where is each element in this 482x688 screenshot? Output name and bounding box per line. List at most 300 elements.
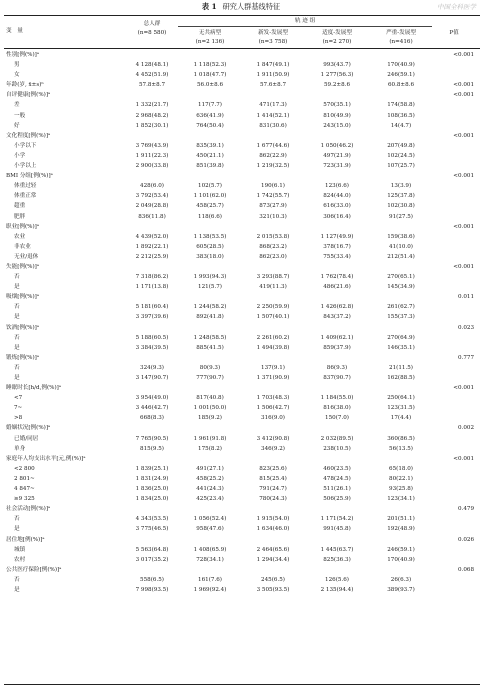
row-label: 2 801~	[14, 475, 35, 482]
cell-g3: 486(21.6)	[323, 284, 351, 291]
row-label: 饮酒[例(%)]ᵃ	[6, 324, 39, 331]
cell-total: 7 765(90.5)	[135, 435, 169, 442]
cell-g3: 123(6.6)	[325, 183, 349, 190]
cell-p-value: <0.001	[453, 455, 474, 462]
cell-g2: 1 507(40.1)	[256, 314, 290, 321]
row-label: 是	[14, 526, 20, 533]
table-row	[0, 353, 482, 363]
cell-g4: 60.8±8.6	[387, 82, 415, 89]
row-label: 体重正常	[14, 193, 37, 200]
row-label: 社会活动[例(%)]ᵃ	[6, 506, 51, 513]
header-g2-n: (n=3 758)	[258, 39, 288, 45]
cell-g1: 958(47.6)	[196, 526, 224, 533]
row-label: 文化程度[例(%)]ᵃ	[6, 132, 51, 139]
table-row	[0, 141, 482, 151]
row-label: 否	[14, 516, 20, 523]
cell-g4: 246(59.1)	[387, 546, 415, 553]
header-total: 总人群	[143, 21, 161, 27]
cell-g2: 321(10.3)	[259, 213, 287, 220]
table-row	[0, 111, 482, 121]
cell-g4: 21(11.5)	[389, 364, 413, 371]
cell-total: 836(11.8)	[138, 213, 166, 220]
table-row	[0, 70, 482, 80]
cell-g2: 1 911(50.9)	[256, 72, 290, 79]
table-row	[0, 383, 482, 393]
cell-g1: 1 018(47.7)	[193, 72, 227, 79]
cell-g1: 450(21.1)	[196, 152, 224, 159]
cell-total: 5 181(60.4)	[135, 304, 169, 311]
cell-g1: 458(25.7)	[196, 203, 224, 210]
cell-g2: 57.6±8.7	[259, 82, 287, 89]
cell-g4: 201(51.1)	[387, 516, 415, 523]
cell-g4: 107(25.7)	[387, 163, 415, 170]
cell-g3: 824(44.0)	[323, 193, 351, 200]
cell-g3: 1 277(56.3)	[320, 72, 354, 79]
cell-g1: 1 408(65.9)	[193, 546, 227, 553]
table-row	[0, 90, 482, 100]
cell-g3: 59.2±8.6	[323, 82, 351, 89]
cell-p-value: <0.001	[453, 173, 474, 180]
table-row	[0, 363, 482, 373]
cell-g1: 383(18.0)	[196, 253, 224, 260]
cell-g1: 1 118(52.3)	[193, 62, 227, 69]
row-label: >8	[14, 415, 23, 422]
cell-total: 428(6.0)	[140, 183, 164, 190]
table-row	[0, 80, 482, 90]
cell-g3: 1 426(62.8)	[320, 304, 354, 311]
header-g2: 新发-发展型	[258, 30, 288, 36]
cell-total: 57.8±8.7	[138, 82, 166, 89]
row-label: 7~	[14, 405, 23, 412]
cell-total: 4 452(51.9)	[135, 72, 169, 79]
cell-total: 1 834(25.0)	[135, 496, 169, 503]
cell-total: 1 892(22.1)	[135, 243, 169, 250]
cell-g1: 892(41.8)	[196, 314, 224, 321]
cell-g3: 150(7.0)	[325, 415, 349, 422]
cell-total: 1 831(24.9)	[135, 475, 169, 482]
cell-g1: 1 244(58.2)	[193, 304, 227, 311]
cell-g2: 3 293(88.7)	[256, 274, 290, 281]
table-title	[0, 2, 482, 12]
row-label: 性别[例(%)]ᵃ	[6, 52, 39, 58]
table-row	[0, 161, 482, 171]
cell-g4: 123(34.1)	[387, 496, 415, 503]
cell-p-value: 0.023	[457, 324, 474, 331]
table-row	[0, 252, 482, 262]
table-row	[0, 191, 482, 201]
row-label: 无业/退休	[14, 253, 39, 260]
cell-g3: 2 032(89.5)	[320, 435, 354, 442]
header-rule	[4, 48, 480, 49]
table-row	[0, 524, 482, 534]
table-row	[0, 434, 482, 444]
row-label: 城镇	[14, 546, 26, 553]
row-label: 超重	[14, 203, 26, 210]
cell-g3: 86(9.3)	[326, 364, 348, 371]
cell-g1: 851(39.8)	[196, 163, 224, 170]
table-row	[0, 545, 482, 555]
table-row	[0, 282, 482, 292]
journal-watermark: 中国全科医学	[437, 3, 476, 11]
table-row	[0, 535, 482, 545]
cell-p-value: <0.001	[453, 52, 474, 58]
cell-g2: 780(24.3)	[259, 496, 287, 503]
cell-total: 3 769(43.9)	[135, 142, 169, 149]
cell-g2: 316(9.0)	[261, 415, 285, 422]
cell-g2: 245(6.5)	[261, 576, 285, 583]
row-label: 家庭年人均支出水平[元,例(%)]ᵃ	[6, 455, 86, 462]
cell-g3: 497(21.9)	[323, 152, 351, 159]
table-row	[0, 201, 482, 211]
cell-g4: 65(18.0)	[389, 465, 413, 472]
table-row	[0, 50, 482, 60]
cell-total: 3 446(42.7)	[135, 405, 169, 412]
header-p-value: P值	[449, 30, 459, 36]
table-number: 表 1	[201, 2, 217, 11]
cell-g3: 1 409(62.1)	[320, 334, 354, 341]
cell-total: 3 384(39.5)	[135, 344, 169, 351]
cell-g2: 190(6.1)	[261, 183, 285, 190]
cell-g1: 491(27.1)	[196, 465, 224, 472]
row-label: 职业[例(%)]ᵃ	[6, 223, 39, 230]
cell-g3: 1 127(49.9)	[320, 233, 354, 240]
cell-g2: 1 703(48.3)	[256, 395, 290, 402]
cell-g2: 2 015(53.8)	[256, 233, 290, 240]
row-label: <7	[14, 395, 23, 402]
cell-g4: 162(88.5)	[387, 375, 415, 381]
table-row	[0, 575, 482, 585]
cell-total: 2 900(33.8)	[135, 163, 169, 170]
cell-g1: 1 101(62.0)	[193, 193, 227, 200]
bottom-rule	[4, 684, 480, 685]
row-label: 单身	[14, 445, 26, 452]
cell-g2: 471(17.3)	[259, 102, 287, 109]
cell-g3: 993(43.7)	[323, 62, 351, 69]
cell-total: 5 188(60.5)	[135, 334, 169, 341]
cell-g4: 102(30.8)	[387, 203, 415, 210]
cell-g3: 991(45.8)	[323, 526, 351, 533]
cell-total: 1 911(22.3)	[135, 152, 169, 159]
cell-total: 1 839(25.1)	[135, 465, 169, 472]
cell-g3: 755(33.4)	[323, 253, 351, 260]
row-label: 自评健康[例(%)]ᵃ	[6, 92, 51, 99]
cell-g4: 170(40.9)	[387, 556, 415, 563]
table-row	[0, 302, 482, 312]
row-label: 否	[14, 364, 20, 371]
row-label: 年龄(岁, x̄±s)ᵇ	[6, 82, 44, 89]
row-label: 肥胖	[14, 213, 26, 220]
table-title-text: 研究人群基线特征	[222, 2, 281, 11]
row-label: 婚姻状况[例(%)]ᵃ	[6, 425, 51, 432]
cell-g2: 868(23.2)	[259, 243, 287, 250]
cell-total: 7 318(86.2)	[135, 274, 169, 281]
cell-g2: 823(25.6)	[259, 465, 287, 472]
cell-g4: 56(13.5)	[389, 445, 413, 452]
header-g1: 无共病型	[198, 30, 222, 36]
cell-p-value: <0.001	[453, 223, 474, 230]
cell-g4: 146(35.1)	[387, 344, 415, 351]
cell-g2: 1 506(42.7)	[256, 405, 290, 412]
cell-g4: 250(64.1)	[387, 395, 415, 402]
row-label: 否	[14, 576, 20, 583]
table-row	[0, 212, 482, 222]
row-label: 小学以下	[14, 142, 37, 149]
row-label: BMI 分组[例(%)]ᵃ	[6, 173, 53, 180]
cell-g2: 1 414(52.1)	[256, 112, 290, 119]
row-label: 是	[14, 344, 20, 351]
cell-g1: 121(5.7)	[198, 284, 222, 291]
cell-g1: 835(39.1)	[196, 142, 224, 149]
table-row	[0, 333, 482, 343]
cell-g3: 837(90.7)	[323, 375, 351, 381]
table-row	[0, 555, 482, 565]
row-label: 差	[14, 102, 20, 109]
table-row	[0, 60, 482, 70]
cell-g2: 831(30.6)	[259, 122, 287, 129]
cell-g3: 1 762(78.4)	[320, 274, 354, 281]
cell-g3: 1 184(55.0)	[320, 395, 354, 402]
row-label: 是	[14, 284, 20, 291]
row-label: 已婚/同居	[14, 435, 39, 442]
cell-total: 3 397(39.6)	[135, 314, 169, 321]
table-row	[0, 474, 482, 484]
row-label: 是	[14, 586, 20, 593]
cell-g1: 885(41.5)	[196, 344, 224, 351]
cell-g4: 192(48.9)	[387, 526, 415, 533]
cell-g1: 118(6.6)	[198, 213, 222, 220]
cell-g4: 17(4.4)	[390, 415, 412, 422]
table-body	[0, 50, 482, 595]
cell-total: 7 998(93.5)	[135, 586, 169, 593]
table-row	[0, 242, 482, 252]
cell-g2: 815(25.4)	[259, 475, 287, 482]
row-label: <2 800	[14, 465, 35, 472]
row-label: 公共医疗保险[例(%)]ᵃ	[6, 566, 62, 573]
cell-g4: 261(62.7)	[387, 304, 415, 311]
row-label: 是	[14, 314, 20, 321]
row-label: 吸烟[例(%)]ᵃ	[6, 294, 39, 301]
group-rule	[178, 26, 432, 27]
cell-g1: 636(41.9)	[196, 112, 224, 119]
cell-g1: 1 056(52.4)	[193, 516, 227, 523]
table-row	[0, 585, 482, 595]
cell-total: 4 128(48.1)	[135, 62, 169, 69]
cell-total: 3 017(35.2)	[135, 556, 169, 563]
row-label: 小学以上	[14, 163, 37, 170]
table-row	[0, 323, 482, 333]
cell-g2: 1 634(46.0)	[256, 526, 290, 533]
cell-total: 668(8.3)	[140, 415, 164, 422]
cell-g4: 155(37.3)	[387, 314, 415, 321]
table-row	[0, 484, 482, 494]
table-row	[0, 100, 482, 110]
table-row	[0, 393, 482, 403]
cell-total: 5 563(64.8)	[135, 546, 169, 553]
cell-g3: 126(5.6)	[325, 576, 349, 583]
cell-p-value: <0.001	[453, 82, 474, 89]
cell-g1: 441(24.3)	[196, 486, 224, 493]
cell-g4: 123(31.5)	[387, 405, 415, 412]
cell-g1: 1 248(58.5)	[193, 334, 227, 341]
row-label: 农业	[14, 233, 26, 240]
row-label: 居住地[例(%)]ᵃ	[6, 536, 45, 543]
cell-g4: 360(86.5)	[387, 435, 415, 442]
row-label: 失能[例(%)]ᵃ	[6, 263, 39, 270]
cell-total: 4 439(52.0)	[135, 233, 169, 240]
cell-g3: 859(37.9)	[323, 344, 351, 351]
table-row	[0, 171, 482, 181]
cell-p-value: 0.479	[457, 506, 474, 513]
cell-g3: 478(24.5)	[323, 475, 351, 482]
cell-g3: 243(15.0)	[323, 122, 351, 129]
header-g1-n: (n=2 136)	[195, 39, 225, 45]
cell-g1: 185(9.2)	[198, 415, 222, 422]
cell-g1: 175(8.2)	[198, 445, 222, 452]
cell-g1: 1 961(91.8)	[193, 435, 227, 442]
cell-g1: 1 138(53.5)	[193, 233, 227, 240]
cell-g1: 605(28.5)	[196, 243, 224, 250]
cell-g2: 1 677(44.6)	[256, 142, 290, 149]
table-row	[0, 423, 482, 433]
row-label: 睡眠时长[h/d,例(%)]ᵃ	[6, 385, 62, 392]
row-label: 非农业	[14, 243, 31, 250]
cell-g2: 419(11.3)	[259, 284, 287, 291]
cell-g2: 1 742(55.7)	[256, 193, 290, 200]
cell-g1: 777(90.7)	[196, 375, 224, 381]
table-row	[0, 262, 482, 272]
row-label: 锻炼[例(%)]ᵃ	[6, 354, 39, 361]
cell-g1: 161(7.6)	[198, 576, 222, 583]
cell-g3: 511(26.1)	[323, 486, 351, 493]
cell-g1: 425(23.4)	[196, 496, 224, 503]
cell-g4: 102(24.5)	[387, 152, 415, 159]
cell-p-value: <0.001	[453, 132, 474, 139]
header-g3-n: (n=2 270)	[322, 39, 352, 45]
table-row	[0, 272, 482, 282]
row-label: 4 847~	[14, 486, 35, 493]
cell-g3: 810(49.9)	[323, 112, 351, 119]
cell-total: 1 171(13.8)	[135, 284, 169, 291]
cell-g4: 207(49.8)	[387, 142, 415, 149]
row-label: 体重过轻	[14, 183, 37, 190]
cell-total: 4 343(53.5)	[135, 516, 169, 523]
row-label: 小学	[14, 152, 26, 159]
table-row	[0, 403, 482, 413]
table-row	[0, 565, 482, 575]
cell-p-value: 0.002	[457, 425, 474, 432]
cell-g4: 13(3.9)	[390, 183, 412, 190]
cell-g3: 2 135(94.4)	[320, 586, 354, 593]
row-label: 农村	[14, 556, 26, 563]
cell-g2: 1 915(54.0)	[256, 516, 290, 523]
cell-g4: 108(36.5)	[387, 112, 415, 119]
table-row	[0, 312, 482, 322]
cell-g2: 1 219(32.5)	[256, 163, 290, 170]
table-row	[0, 232, 482, 242]
cell-g1: 458(25.2)	[196, 475, 224, 482]
table-row	[0, 413, 482, 423]
cell-p-value: <0.001	[453, 92, 474, 99]
table-row	[0, 504, 482, 514]
row-label: 男	[14, 62, 20, 69]
cell-total: 3 775(46.5)	[135, 526, 169, 533]
cell-total: 2 212(25.9)	[135, 253, 169, 260]
cell-g1: 1 001(50.0)	[193, 405, 227, 412]
row-label: 否	[14, 304, 20, 311]
cell-g2: 346(9.2)	[261, 445, 285, 452]
cell-total: 1 836(25.0)	[135, 486, 169, 493]
cell-g3: 616(33.0)	[323, 203, 351, 210]
cell-g4: 170(40.9)	[387, 62, 415, 69]
table-row	[0, 343, 482, 353]
cell-g1: 102(5.7)	[198, 183, 222, 190]
cell-total: 324(9.3)	[140, 364, 164, 371]
table-row	[0, 373, 482, 383]
cell-g4: 212(51.4)	[387, 253, 415, 260]
cell-p-value: <0.001	[453, 385, 474, 392]
row-label: 好	[14, 122, 20, 129]
cell-g3: 378(16.7)	[323, 243, 351, 250]
header-group: 轨 迹 组	[294, 18, 316, 24]
cell-g4: 14(4.7)	[390, 122, 412, 129]
cell-g3: 1 050(46.2)	[320, 142, 354, 149]
cell-g4: 80(22.1)	[389, 475, 413, 482]
row-label: 否	[14, 274, 20, 281]
cell-g4: 389(93.7)	[387, 586, 415, 593]
cell-g1: 80(9.3)	[199, 364, 221, 371]
row-label: 否	[14, 334, 20, 341]
table-row	[0, 121, 482, 131]
table-row	[0, 292, 482, 302]
cell-g2: 791(24.7)	[259, 486, 287, 493]
cell-g4: 159(38.6)	[387, 233, 415, 240]
cell-g3: 506(25.9)	[323, 496, 351, 503]
cell-p-value: 0.068	[457, 566, 474, 573]
cell-g2: 3 412(90.8)	[256, 435, 290, 442]
header-g3: 适度-发展型	[322, 30, 352, 36]
row-label: 一般	[14, 112, 26, 119]
cell-g3: 825(36.3)	[323, 556, 351, 563]
cell-g3: 843(37.2)	[323, 314, 351, 321]
table-row	[0, 444, 482, 454]
cell-total: 3 147(90.7)	[135, 375, 169, 381]
cell-g2: 2 261(60.2)	[256, 334, 290, 341]
cell-g1: 817(40.8)	[196, 395, 224, 402]
cell-g2: 137(9.1)	[261, 364, 285, 371]
cell-g1: 117(7.7)	[198, 102, 222, 109]
cell-g4: 270(65.1)	[387, 274, 415, 281]
cell-total: 3 792(53.4)	[135, 193, 169, 200]
table-row	[0, 222, 482, 232]
row-label: 是	[14, 375, 20, 381]
top-rule	[4, 15, 480, 16]
table-row	[0, 151, 482, 161]
cell-g4: 145(34.9)	[387, 284, 415, 291]
cell-g4: 93(25.8)	[389, 486, 413, 493]
table-row	[0, 494, 482, 504]
header-g4: 严重-发展型	[386, 30, 416, 36]
cell-g3: 570(35.1)	[323, 102, 351, 109]
cell-total: 1 332(21.7)	[135, 102, 169, 109]
cell-g2: 1 294(34.4)	[256, 556, 290, 563]
cell-g2: 862(23.0)	[259, 253, 287, 260]
cell-g4: 174(58.8)	[387, 102, 415, 109]
cell-g1: 728(34.1)	[196, 556, 224, 563]
cell-g3: 1 171(54.2)	[320, 516, 354, 523]
cell-g3: 723(31.9)	[323, 163, 351, 170]
cell-total: 2 049(28.8)	[135, 203, 169, 210]
cell-total: 2 968(48.2)	[135, 112, 169, 119]
